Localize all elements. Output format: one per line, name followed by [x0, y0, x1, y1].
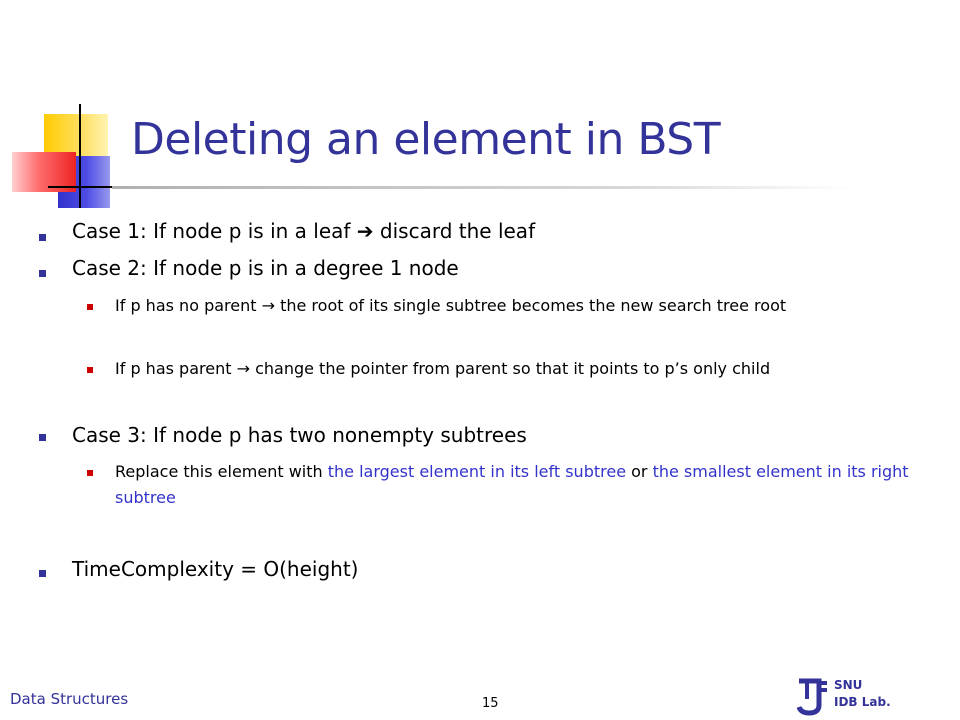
- bullet-case1: Case 1: If node p is in a leaf ➔ discard the leaf: [72, 219, 536, 243]
- bullet-case3-replace: Replace this element with the largest element in its left subtree or the smallest element in its right subtree: [115, 462, 909, 507]
- bullet-case2: Case 2: If node p is in a degree 1 node: [72, 256, 459, 280]
- logo-text-lab: IDB Lab.: [834, 695, 891, 709]
- bullet-complexity: TimeComplexity = O(height): [72, 557, 359, 581]
- bullet-case3: Case 3: If node p has two nonempty subtrees: [72, 423, 527, 447]
- bullet-case2-has-parent: If p has parent → change the pointer from parent so that it points to p’s only child: [115, 359, 771, 378]
- page-number: 15: [482, 696, 499, 711]
- bullet-case2-no-parent: If p has no parent → the root of its single subtree becomes the new search tree root: [115, 296, 787, 315]
- sub-bullet-marker: [87, 470, 93, 476]
- decor-vertical-line: [79, 104, 81, 208]
- bullet-marker: [39, 570, 46, 577]
- sub-bullet-marker: [87, 304, 93, 310]
- sub-bullet-marker: [87, 367, 93, 373]
- arrow-icon: →: [236, 359, 250, 378]
- title-underline: [112, 186, 852, 189]
- bullet-marker: [39, 234, 46, 241]
- arrow-icon: →: [261, 296, 275, 315]
- bullet-marker: [39, 270, 46, 277]
- logo-text-snu: SNU: [834, 678, 863, 692]
- decor-horizontal-line: [48, 186, 120, 188]
- footer-course-name: Data Structures: [10, 690, 129, 708]
- snu-logo-icon: [795, 677, 829, 717]
- arrow-icon: ➔: [356, 219, 374, 243]
- bullet-marker: [39, 434, 46, 441]
- slide-title: Deleting an element in BST: [131, 114, 721, 165]
